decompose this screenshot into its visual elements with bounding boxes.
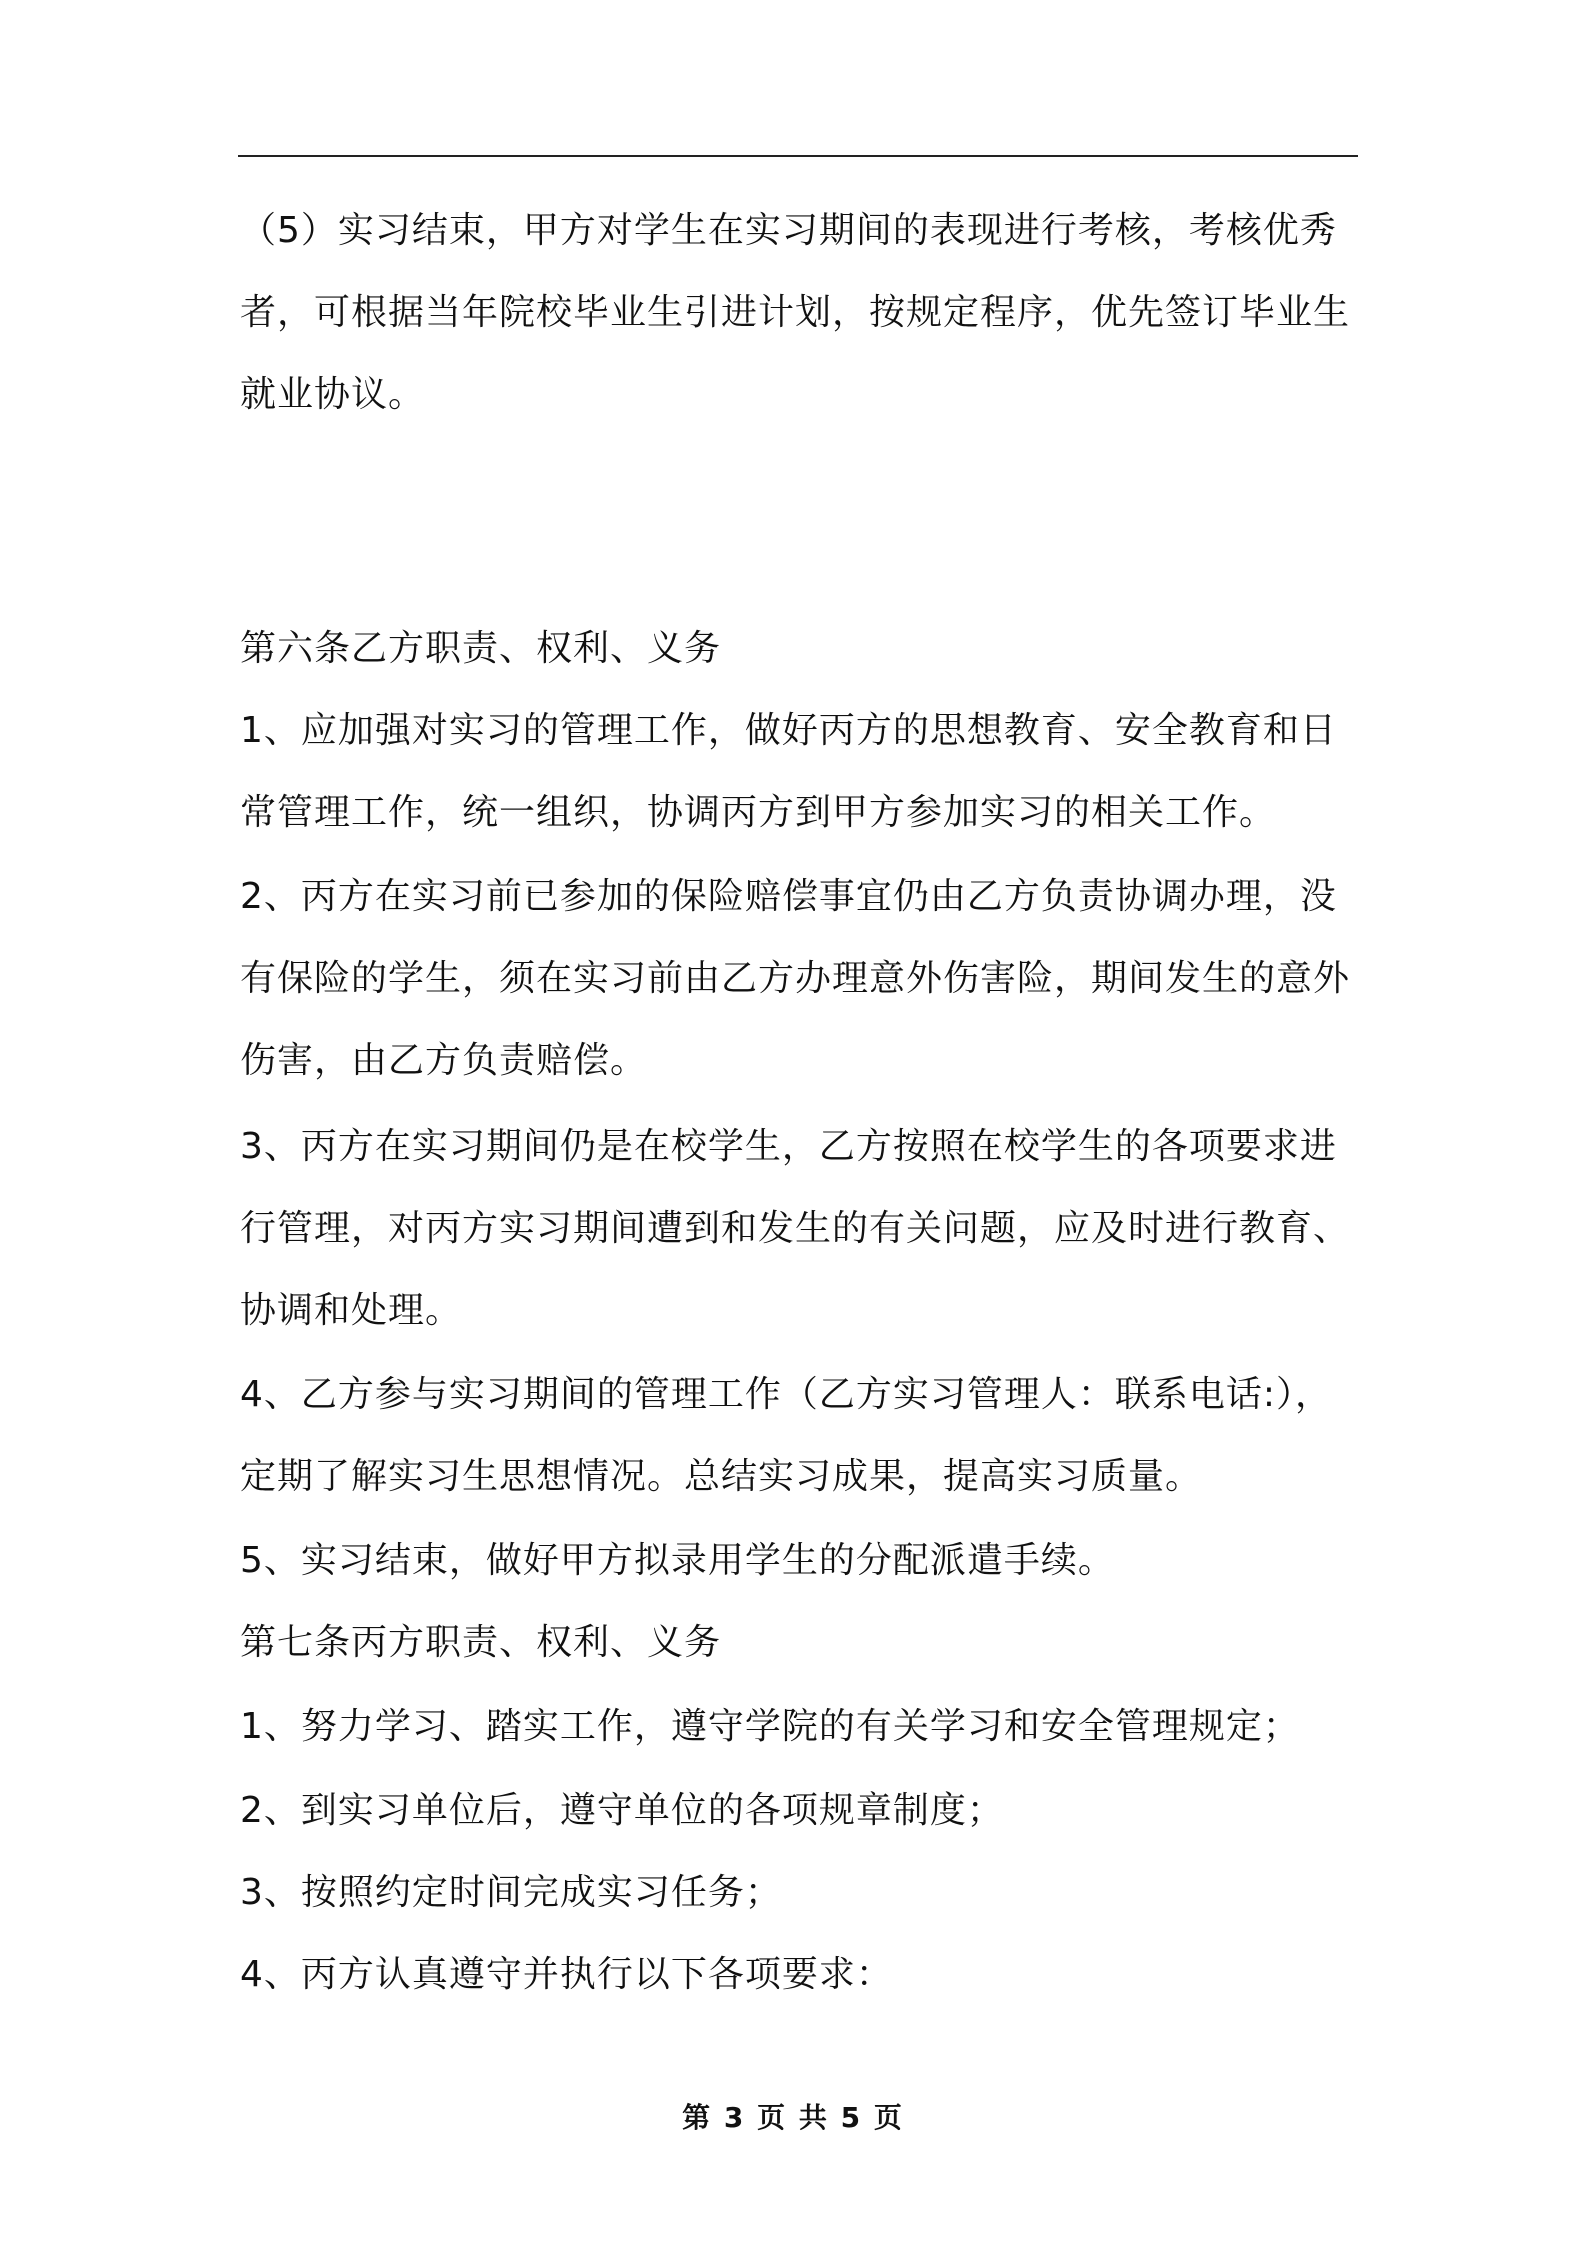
article-7-item-3: 3、按照约定时间完成实习任务；	[240, 1872, 782, 1913]
article-7-item-2: 2、到实习单位后，遵守单位的各项规章制度；	[240, 1790, 1004, 1831]
article-7-item-1: 1、努力学习、踏实工作，遵守学院的有关学习和安全管理规定；	[240, 1706, 1300, 1747]
article-6-item-1: 1、应加强对实习的管理工作，做好丙方的思想教育、安全教育和日常管理工作，统一组织，协调丙方到甲方参加实习的相关工作。	[240, 710, 1337, 833]
page-number-footer: 第 3 页 共 5 页	[682, 2101, 904, 2134]
article-6-item-5: 5、实习结束，做好甲方拟录用学生的分配派遣手续。	[240, 1540, 1115, 1581]
paragraph-5-assessment: （5）实习结束，甲方对学生在实习期间的表现进行考核，考核优秀者，可根据当年院校毕业生引进计划，按规定程序，优先签订毕业生就业协议。	[240, 210, 1351, 415]
section-heading-article-7: 第七条丙方职责、权利、义务	[240, 1622, 722, 1663]
article-6-item-3: 3、丙方在实习期间仍是在校学生，乙方按照在校学生的各项要求进行管理，对丙方实习期间遭到和发生的有关问题，应及时进行教育、协调和处理。	[240, 1126, 1351, 1331]
article-6-item-4: 4、乙方参与实习期间的管理工作（乙方实习管理人：联系电话:），定期了解实习生思想情况。总结实习成果，提高实习质量。	[240, 1374, 1333, 1497]
article-7-item-4: 4、丙方认真遵守并执行以下各项要求：	[240, 1954, 893, 1995]
header-rule	[238, 155, 1358, 157]
article-6-item-2: 2、丙方在实习前已参加的保险赔偿事宜仍由乙方负责协调办理，没有保险的学生，须在实习前由乙方办理意外伤害险，期间发生的意外伤害，由乙方负责赔偿。	[240, 876, 1351, 1081]
section-heading-article-6: 第六条乙方职责、权利、义务	[240, 628, 722, 669]
